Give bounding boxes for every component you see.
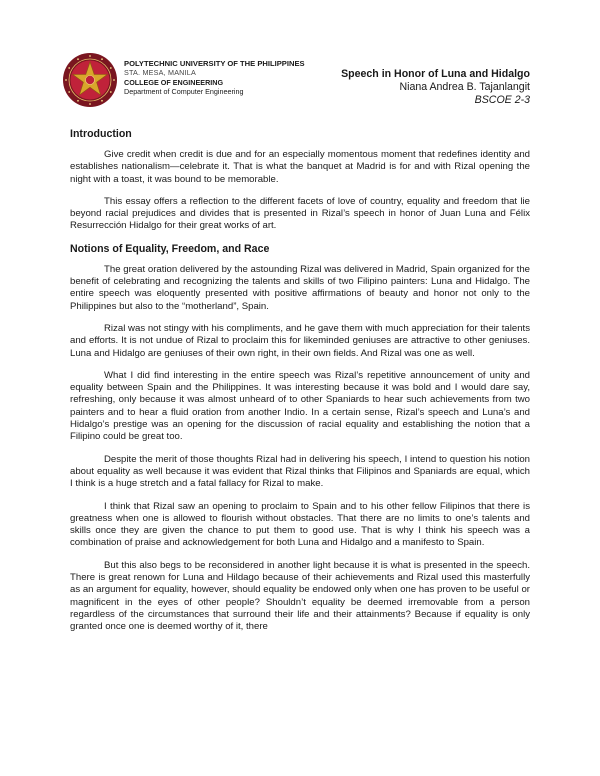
body-paragraph: Despite the merit of those thoughts Rizal had in delivering his speech, I intend to question his notion about equality as well because it was evident that Rizal thinks that Filipinos and Spaniards are equal, which I think is a huge stretch and a fatal fallacy for Rizal to make. bbox=[70, 453, 530, 490]
author-name: Niana Andrea B. Tajanlangit bbox=[399, 81, 530, 94]
course-section: BSCOE 2-3 bbox=[474, 94, 530, 107]
college-name: COLLEGE OF ENGINEERING bbox=[124, 77, 224, 87]
university-address: STA. MESA, MANILA bbox=[124, 68, 196, 78]
body-paragraph: The great oration delivered by the astounding Rizal was delivered in Madrid, Spain organized for the benefit of celebrating and recognizing the talents and skills of two Filipino painters: Luna and Hidalgo. The entire speech was eloquently presented with positive affirmations of beauty and honor not only to the Philippines but also to the “motherland”, Spain. bbox=[70, 263, 530, 312]
institution-block bbox=[124, 59, 305, 96]
body-paragraph: What I did find interesting in the entire speech was Rizal’s repetitive announcement of unity and equality between Spain and the Philippines. It was interesting because it was bold and I would dare say, refreshing, only because it was almost unheard of to other Spaniards to hear such achievements from two painters and to hear a fluid oration from another Indio. In a certain sense, Rizal’s speech and Luna’s and Hidalgo’s prestige was an opening for the discussion of racial equality and establishing the notion that a Filipino could be great too. bbox=[70, 369, 530, 443]
document-meta bbox=[341, 68, 530, 108]
body-paragraph: But this also begs to be reconsidered in another light because it is what is presented in the speech. There is great renown for Luna and Hildago because of their achievements and Rizal used this masterfully as an argument for equality, however, should equality be endowed only when one has proven to be useful or magnificent in the eyes of other people? Shouldn’t equality be deemed irremovable from a person regardless of the circumstances that surround their life and their attainments? Because if equality is only granted once one is deemed worthy of it, there bbox=[70, 559, 530, 633]
body-paragraph: Rizal was not stingy with his compliments, and he gave them with much appreciation for their talents and efforts. It is not undue of Rizal to proclaim this for likeminded geniuses are attractive to other geniuses. Luna and Hidalgo are geniuses of their own right, in their own fields. And Rizal was one as well. bbox=[70, 322, 530, 359]
section-heading-introduction: Introduction bbox=[70, 128, 132, 140]
document-body bbox=[70, 128, 530, 634]
body-paragraph: Give credit when credit is due and for an especially momentous moment that redefines identity and establishes nationalism—celebrate it. That is what the banquet at Madrid is for and with Rizal opening the night with a toast, it was bound to be memorable. bbox=[70, 149, 530, 185]
body-paragraph: I think that Rizal saw an opening to proclaim to Spain and to his other fellow Filipinos that there is greatness when one is allowed to flourish without obstacles. That there are no limits to one’s talents and skills once they are given the chance to put them to good use. That is why I think his speech was a combination of praise and acknowledgement for both Luna and Hidalgo and a manifesto to Spain. bbox=[70, 500, 530, 549]
section-heading-equality: Notions of Equality, Freedom, and Race bbox=[70, 242, 270, 255]
document-title: Speech in Honor of Luna and Hidalgo bbox=[341, 68, 530, 80]
university-seal-icon bbox=[62, 52, 118, 108]
document-header bbox=[0, 0, 600, 120]
university-name: POLYTECHNIC UNIVERSITY OF THE PHILIPPINES bbox=[124, 59, 305, 68]
department-name: Department of Computer Engineering bbox=[124, 86, 244, 96]
body-paragraph: This essay offers a reflection to the different facets of love of country, equality and freedom that lie beyond racial prejudices and divides that is presented in Rizal’s speech in honor of Juan Luna and Félix Resurrección Hidalgo for their great works of art. bbox=[70, 195, 530, 232]
